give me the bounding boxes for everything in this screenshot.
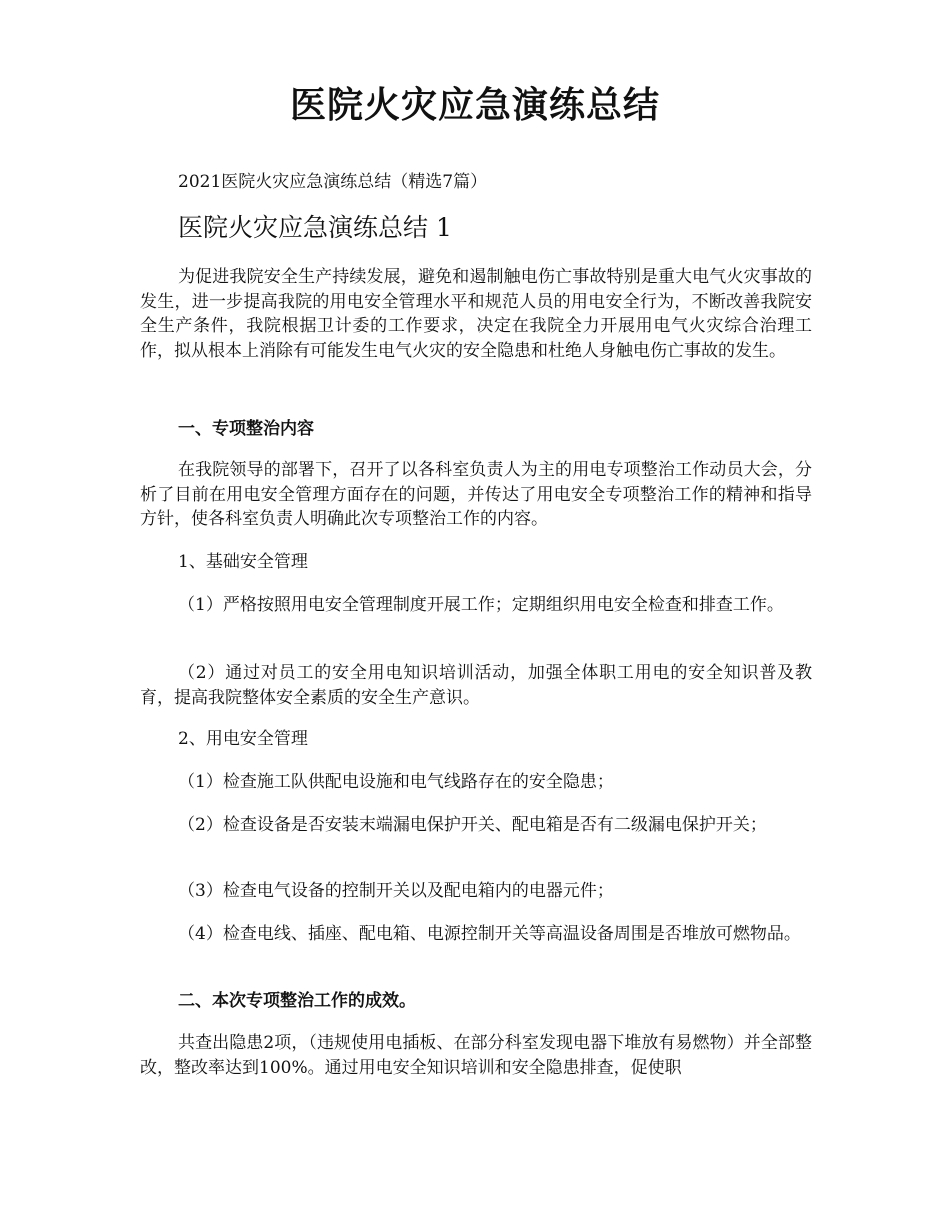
paragraph-item-1-1: （1）严格按照用电安全管理制度开展工作；定期组织用电安全检查和排查工作。 xyxy=(178,595,784,615)
heading-electricity-safety-management: 2、用电安全管理 xyxy=(178,729,308,749)
document-title: 医院火灾应急演练总结 xyxy=(289,84,660,126)
heading-basic-safety-management: 1、基础安全管理 xyxy=(178,552,308,572)
paragraph-item-1-2: （2）通过对员工的安全用电知识培训活动，加强全体职工用电的安全知识普及教育，提高我院整体安全素质的安全生产意识。 xyxy=(140,663,812,708)
paragraph-item-2-2: （2）检查设备是否安装末端漏电保护开关、配电箱是否有二级漏电保护开关； xyxy=(178,815,767,835)
document-subtitle: 2021医院火灾应急演练总结（精选7篇） xyxy=(178,172,488,192)
paragraph-intro: 为促进我院安全生产持续发展，避免和遏制触电伤亡事故特别是重大电气火灾事故的发生，进一步提高我院的用电安全管理水平和规范人员的用电安全行为，不断改善我院安全生产条件，我院根据卫计委的工作要求，决定在我院全力开展用电气火灾综合治理工作，拟从根本上消除有可能发生电气火灾的安全隐患和杜绝人身触电伤亡事故的发生。 xyxy=(140,267,812,361)
paragraph-rectification-meeting: 在我院领导的部署下，召开了以各科室负责人为主的用电专项整治工作动员大会，分析了目前在用电安全管理方面存在的问题，并传达了用电安全专项整治工作的精神和指导方针，使各科室负责人明确此次专项整治工作的内容。 xyxy=(140,460,812,529)
section-heading: 医院火灾应急演练总结 1 xyxy=(178,213,452,242)
paragraph-results-summary: 共查出隐患2项，（违规使用电插板、在部分科室发现电器下堆放有易燃物）并全部整改，整改率达到100%。通过用电安全知识培训和安全隐患排查，促使职 xyxy=(140,1033,812,1078)
heading-rectification-results: 二、本次专项整治工作的成效。 xyxy=(178,991,416,1011)
paragraph-item-2-3: （3）检查电气设备的控制开关以及配电箱内的电器元件； xyxy=(178,881,614,901)
paragraph-item-2-4: （4）检查电线、插座、配电箱、电源控制开关等高温设备周围是否堆放可燃物品。 xyxy=(178,924,801,944)
heading-special-rectification-content: 一、专项整治内容 xyxy=(178,419,314,439)
paragraph-item-2-1: （1）检查施工队供配电设施和电气线路存在的安全隐患； xyxy=(178,772,614,792)
